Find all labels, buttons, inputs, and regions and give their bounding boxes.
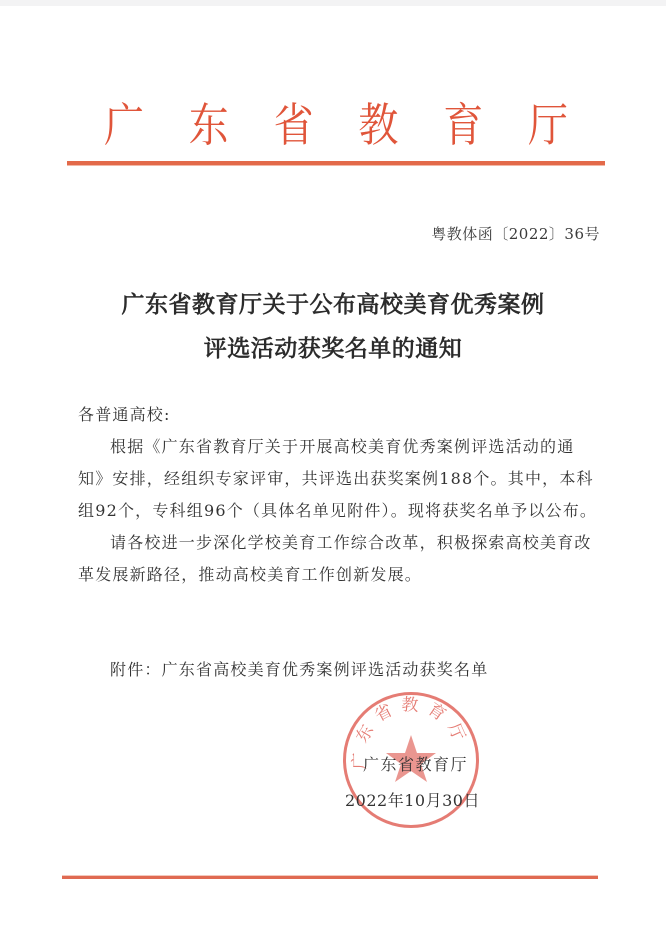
letterhead-char: 教 [358,99,399,153]
letterhead-divider [67,161,605,166]
document-title [0,283,666,371]
letterhead-char: 广 [104,99,144,153]
title-line-1: 广东省教育厅关于公布高校美育优秀案例 [121,291,545,318]
paragraph-1: 根据《广东省教育厅关于开展高校美育优秀案例评选活动的通知》安排，经组织专家评审，共评选出获奖案例188个。其中，本科组92个，专科组96个（具体名单见附件）。现将获奖名单予以公布。 [78,437,598,520]
document-number: 粤教体函〔2022〕36号 [431,225,600,243]
title-line-2: 评选活动获奖名单的通知 [203,335,463,362]
letterhead-char: 厅 [527,99,568,153]
document-body [78,399,598,591]
top-band [0,0,666,6]
paragraph-2: 请各校进一步深化学校美育工作综合改革，积极探索高校美育改革发展新路径，推动高校美育工作创新发展。 [78,533,592,584]
salutation: 各普通高校: [78,405,171,424]
seal-ring-text: 广东省教育厅 [349,695,472,770]
attachment-note: 附件：广东省高校美育优秀案例评选活动获奖名单 [110,660,489,679]
letterhead-char: 省 [273,99,314,153]
letterhead [66,98,606,154]
letterhead-char: 育 [443,99,484,153]
letterhead-char: 东 [188,99,229,153]
footer-divider [62,875,598,879]
issue-date: 2022年10月30日 [345,791,480,810]
issuer-signature: 广东省教育厅 [363,755,469,774]
